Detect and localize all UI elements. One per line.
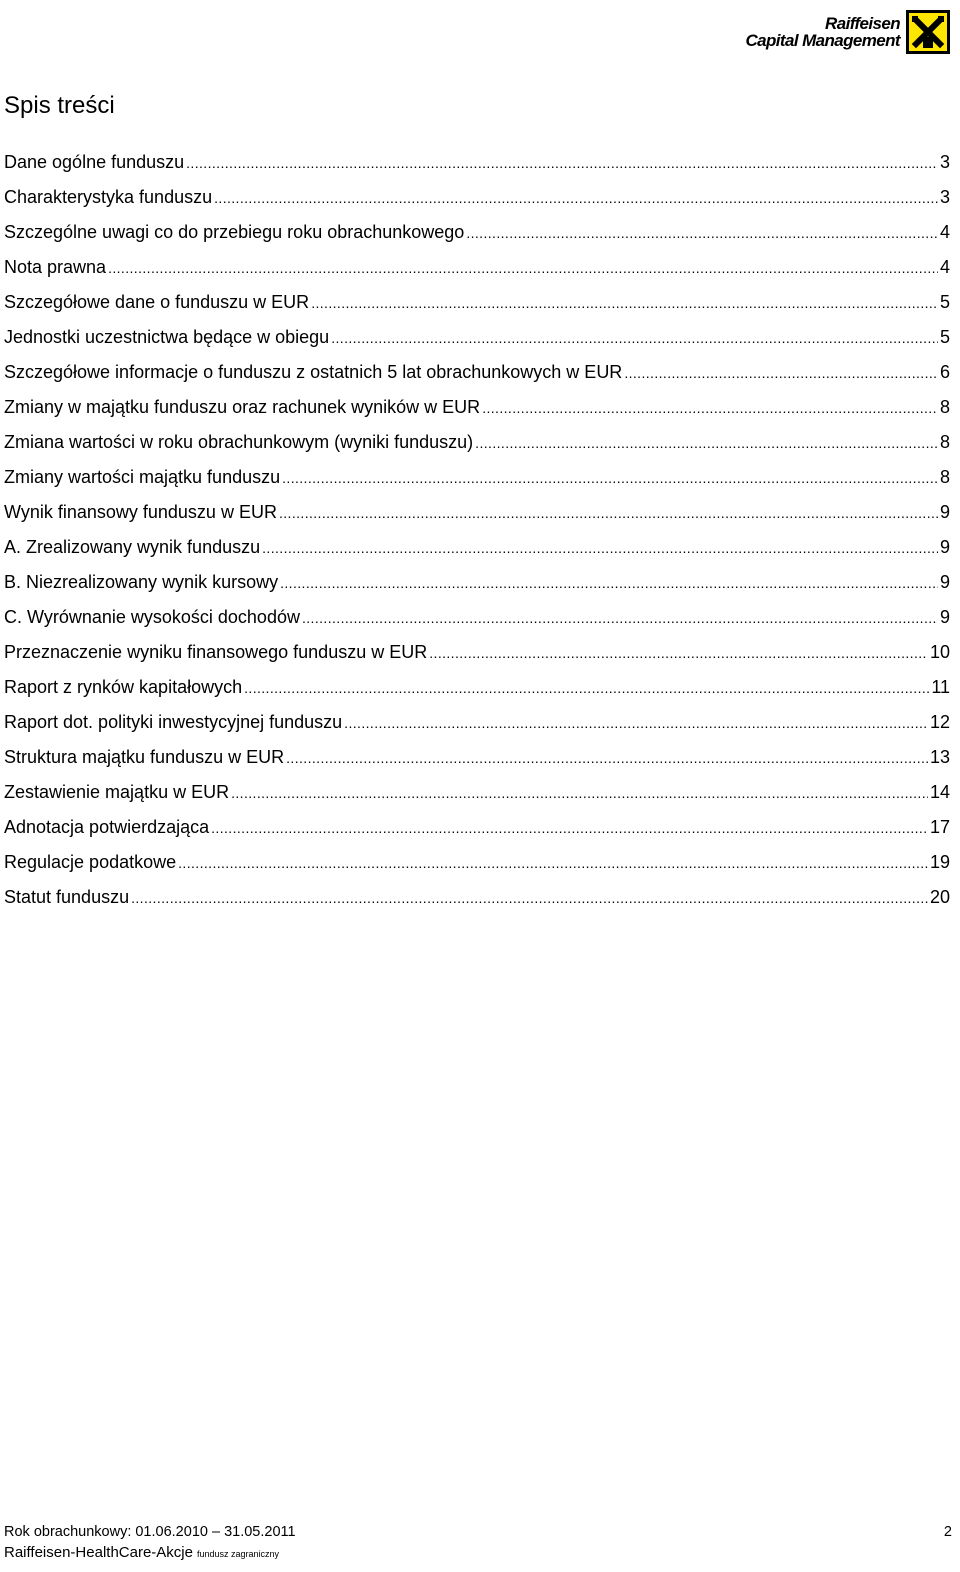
toc-entry-page: 3 bbox=[939, 187, 950, 207]
toc-entry-title: Statut funduszu bbox=[4, 887, 130, 907]
page-number: 2 bbox=[943, 1524, 952, 1540]
toc-entry-page: 17 bbox=[929, 817, 950, 837]
page-title: Spis treści bbox=[4, 92, 115, 119]
toc-entry-page: 12 bbox=[929, 712, 950, 732]
toc-entry-title: Szczególne uwagi co do przebiegu roku obrachunkowego bbox=[4, 222, 465, 242]
toc-entry-title: Dane ogólne funduszu bbox=[4, 152, 185, 172]
toc-entry-page: 8 bbox=[939, 397, 950, 417]
toc-entry[interactable] bbox=[4, 745, 950, 780]
toc-entry-title: Struktura majątku funduszu w EUR bbox=[4, 747, 285, 767]
toc-dot-leader bbox=[244, 675, 929, 700]
toc-entry-title: A. Zrealizowany wynik funduszu bbox=[4, 537, 261, 557]
toc-entry[interactable] bbox=[4, 255, 950, 290]
toc-entry-title: Regulacje podatkowe bbox=[4, 852, 177, 872]
toc-entry[interactable] bbox=[4, 850, 950, 885]
toc-entry[interactable] bbox=[4, 220, 950, 255]
toc-entry-title: C. Wyrównanie wysokości dochodów bbox=[4, 607, 300, 627]
toc-dot-leader bbox=[466, 220, 938, 245]
toc-entry-title: Jednostki uczestnictwa będące w obiegu bbox=[4, 327, 330, 347]
fiscal-year-period: Rok obrachunkowy: 01.06.2010 – 31.05.2011 bbox=[4, 1524, 296, 1540]
toc-dot-leader bbox=[624, 360, 938, 385]
toc-entry-page: 11 bbox=[931, 677, 950, 697]
toc-dot-leader bbox=[344, 710, 928, 735]
toc-entry-page: 9 bbox=[939, 607, 950, 627]
toc-entry[interactable] bbox=[4, 885, 950, 920]
toc-entry[interactable] bbox=[4, 395, 950, 430]
table-of-contents bbox=[4, 150, 950, 920]
toc-dot-leader bbox=[282, 465, 938, 490]
toc-entry-page: 5 bbox=[939, 327, 950, 347]
toc-entry-title: Zestawienie majątku w EUR bbox=[4, 782, 230, 802]
toc-entry-title: Szczegółowe informacje o funduszu z ostatnich 5 lat obrachunkowych w EUR bbox=[4, 362, 623, 382]
toc-dot-leader bbox=[231, 780, 928, 805]
toc-entry[interactable] bbox=[4, 290, 950, 325]
toc-dot-leader bbox=[262, 535, 938, 560]
toc-entry[interactable] bbox=[4, 500, 950, 535]
toc-dot-leader bbox=[211, 815, 928, 840]
toc-dot-leader bbox=[186, 150, 938, 175]
logo-line-1: Raiffeisen bbox=[825, 14, 900, 33]
toc-entry-page: 4 bbox=[939, 222, 950, 242]
toc-entry[interactable] bbox=[4, 675, 950, 710]
toc-entry-page: 13 bbox=[929, 747, 950, 767]
toc-entry[interactable] bbox=[4, 815, 950, 850]
toc-dot-leader bbox=[279, 500, 938, 525]
toc-entry[interactable] bbox=[4, 185, 950, 220]
raiffeisen-gable-cross-icon bbox=[906, 10, 950, 54]
toc-entry[interactable] bbox=[4, 710, 950, 745]
toc-entry[interactable] bbox=[4, 780, 950, 815]
toc-entry-title: Nota prawna bbox=[4, 257, 107, 277]
toc-entry-page: 19 bbox=[929, 852, 950, 872]
toc-entry-page: 8 bbox=[939, 432, 950, 452]
toc-entry-title: Przeznaczenie wyniku finansowego funduszu w EUR bbox=[4, 642, 428, 662]
toc-dot-leader bbox=[331, 325, 938, 350]
toc-dot-leader bbox=[214, 185, 938, 210]
toc-entry-page: 9 bbox=[939, 572, 950, 592]
toc-entry-title: B. Niezrealizowany wynik kursowy bbox=[4, 572, 279, 592]
toc-dot-leader bbox=[286, 745, 928, 770]
toc-entry[interactable] bbox=[4, 640, 950, 675]
toc-entry-page: 4 bbox=[939, 257, 950, 277]
toc-entry-page: 9 bbox=[939, 502, 950, 522]
toc-dot-leader bbox=[280, 570, 938, 595]
toc-dot-leader bbox=[131, 885, 928, 910]
toc-dot-leader bbox=[311, 290, 938, 315]
toc-entry-title: Zmiany wartości majątku funduszu bbox=[4, 467, 281, 487]
toc-entry[interactable] bbox=[4, 570, 950, 605]
toc-entry-title: Raport z rynków kapitałowych bbox=[4, 677, 243, 697]
fund-type: fundusz zagraniczny bbox=[196, 1549, 280, 1559]
toc-entry-title: Charakterystyka funduszu bbox=[4, 187, 213, 207]
toc-entry-page: 3 bbox=[939, 152, 950, 172]
toc-dot-leader bbox=[108, 255, 938, 280]
toc-entry-title: Wynik finansowy funduszu w EUR bbox=[4, 502, 277, 522]
toc-entry-title: Zmiana wartości w roku obrachunkowym (wyniki funduszu) bbox=[4, 432, 474, 452]
toc-entry-title: Szczegółowe dane o funduszu w EUR bbox=[4, 292, 310, 312]
toc-dot-leader bbox=[429, 640, 928, 665]
raiffeisen-logo bbox=[745, 10, 950, 54]
toc-entry-page: 9 bbox=[939, 537, 950, 557]
toc-entry-page: 14 bbox=[929, 782, 950, 802]
toc-entry[interactable] bbox=[4, 325, 950, 360]
toc-entry-title: Zmiany w majątku funduszu oraz rachunek wyników w EUR bbox=[4, 397, 481, 417]
logo-line-2: Capital Management bbox=[745, 31, 900, 50]
toc-entry-page: 5 bbox=[939, 292, 950, 312]
toc-entry[interactable] bbox=[4, 150, 950, 185]
toc-entry[interactable] bbox=[4, 605, 950, 640]
toc-entry[interactable] bbox=[4, 360, 950, 395]
toc-entry-page: 20 bbox=[929, 887, 950, 907]
toc-dot-leader bbox=[475, 430, 938, 455]
toc-entry-page: 8 bbox=[939, 467, 950, 487]
fund-name: Raiffeisen-HealthCare-Akcje bbox=[4, 1544, 193, 1561]
toc-entry-page: 6 bbox=[939, 362, 950, 382]
toc-entry-page: 10 bbox=[929, 642, 950, 662]
toc-entry[interactable] bbox=[4, 535, 950, 570]
toc-dot-leader bbox=[178, 850, 928, 875]
page-footer bbox=[4, 1522, 952, 1564]
toc-entry-title: Adnotacja potwierdzająca bbox=[4, 817, 210, 837]
toc-entry-title: Raport dot. polityki inwestycyjnej funduszu bbox=[4, 712, 343, 732]
toc-dot-leader bbox=[482, 395, 938, 420]
toc-dot-leader bbox=[302, 605, 938, 630]
logo-wordmark bbox=[745, 15, 900, 49]
toc-entry[interactable] bbox=[4, 465, 950, 500]
toc-entry[interactable] bbox=[4, 430, 950, 465]
